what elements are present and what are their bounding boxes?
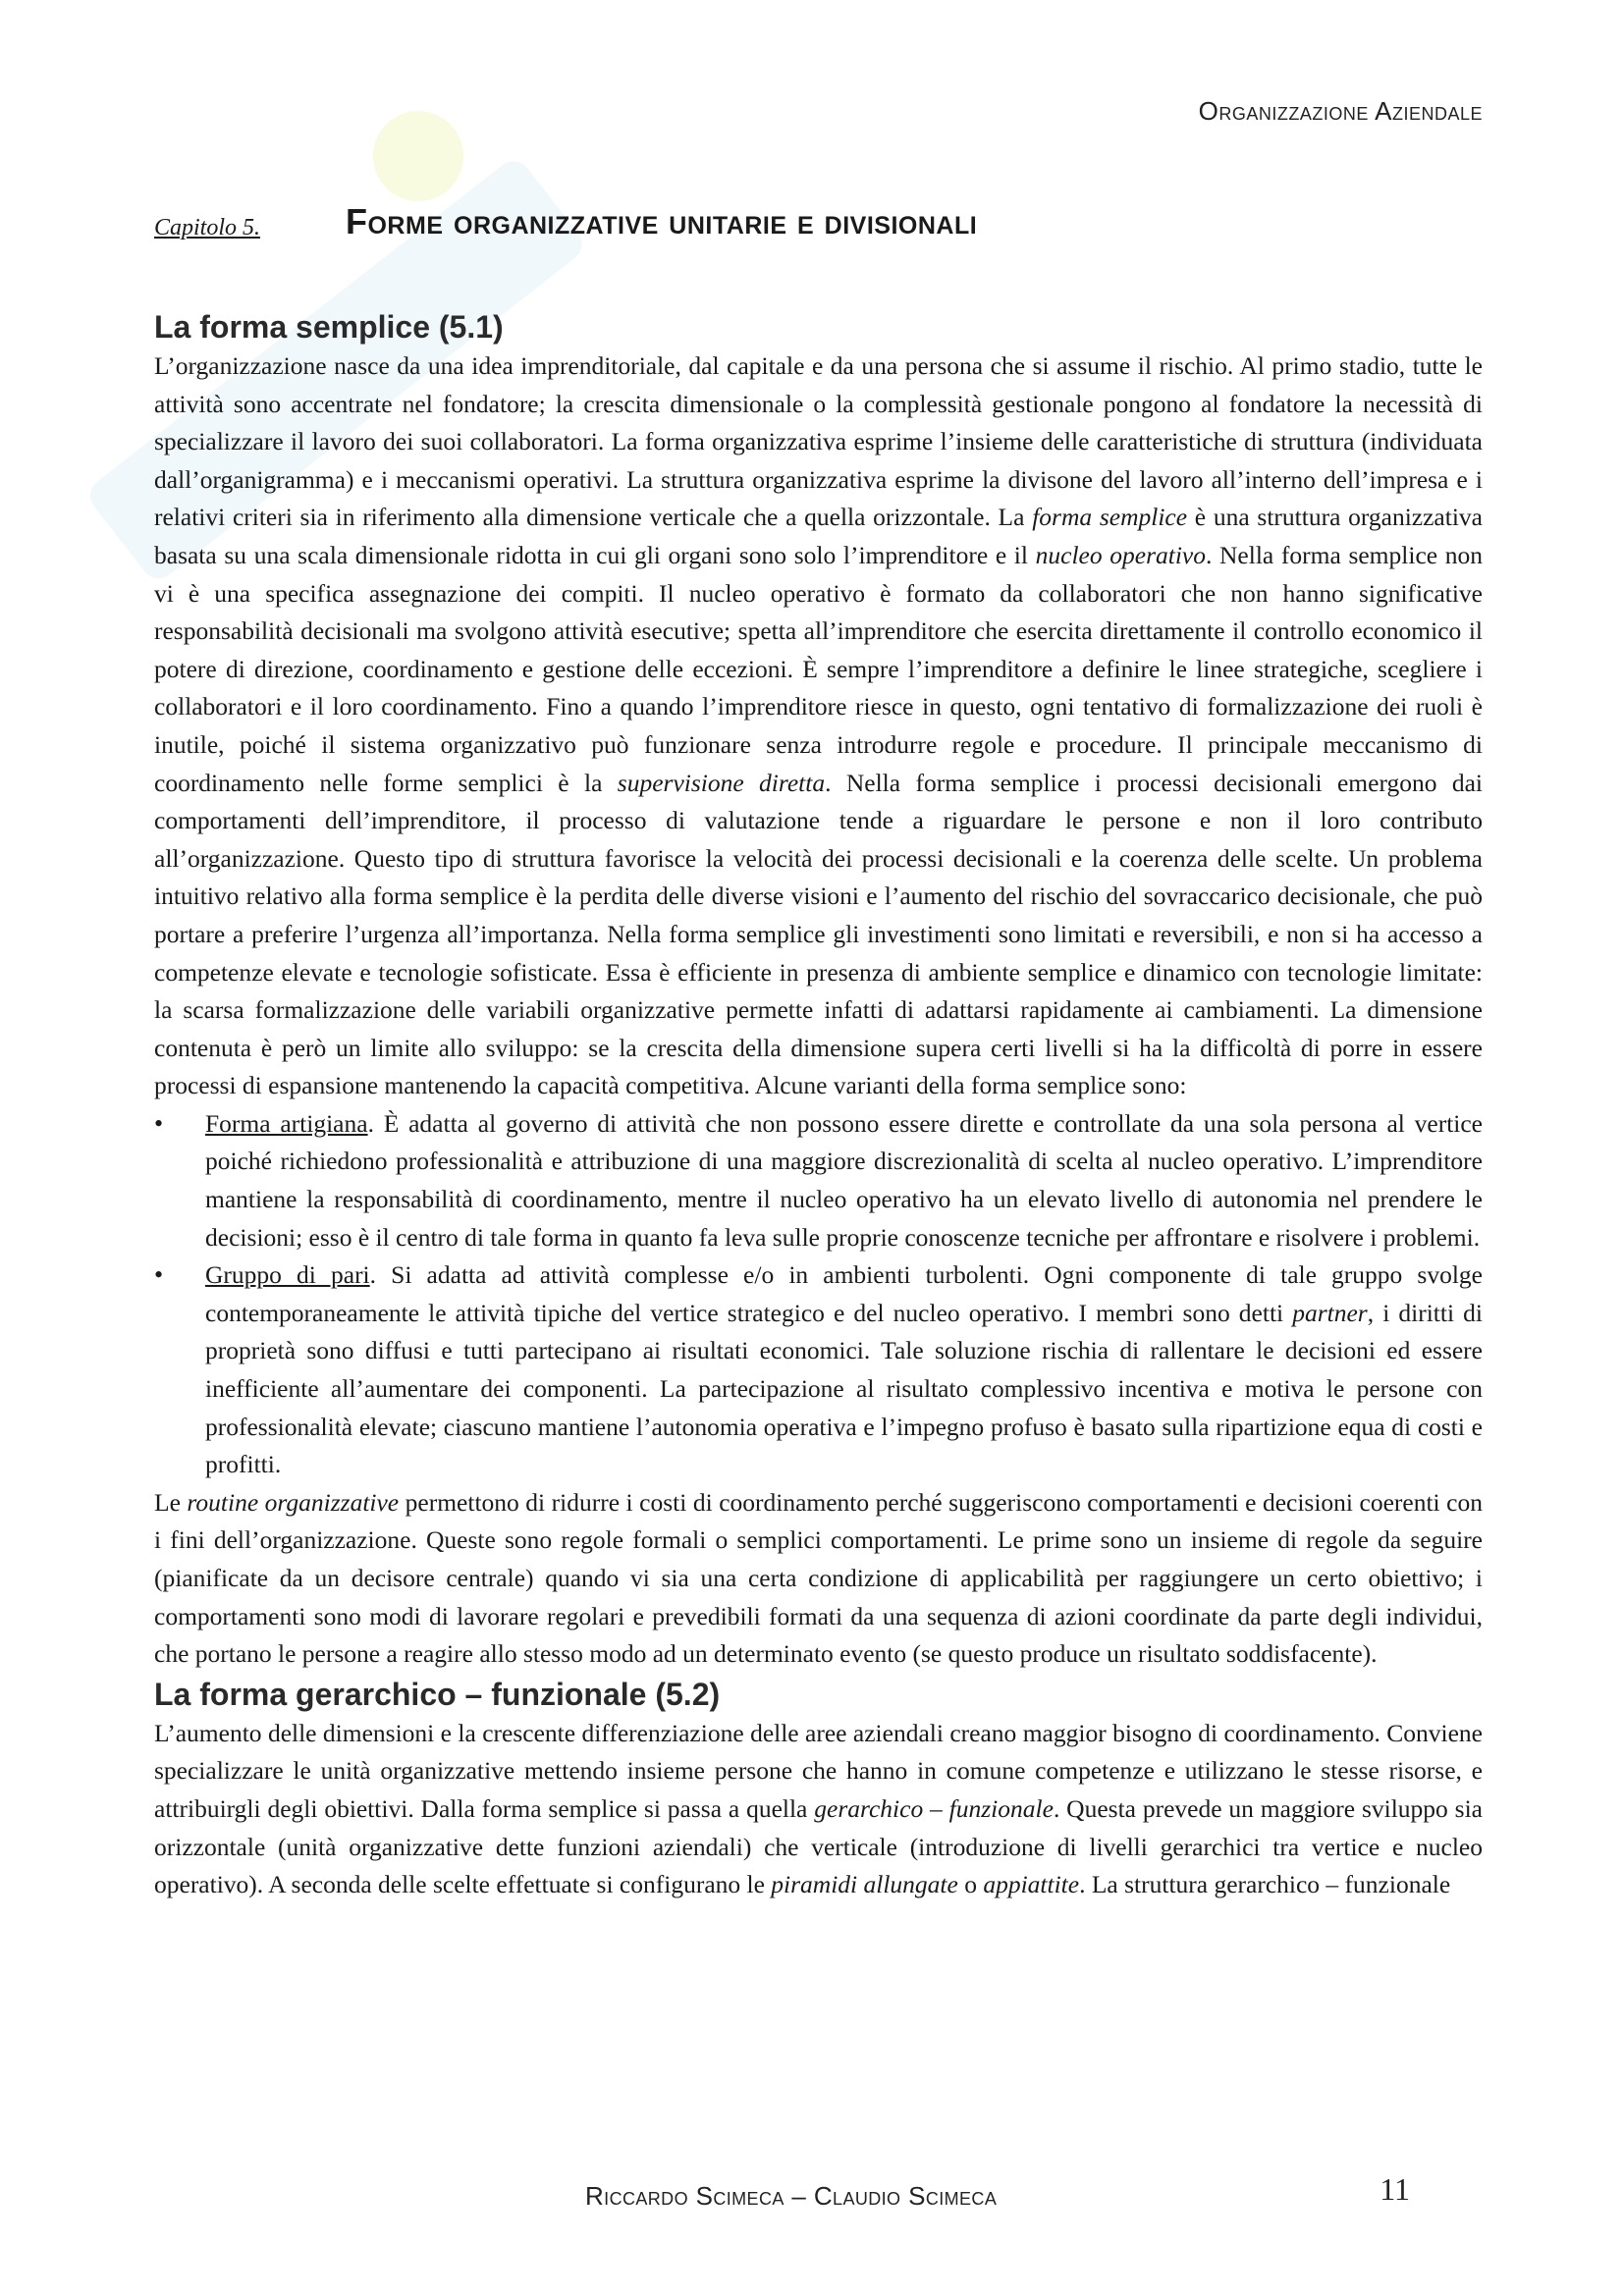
paragraph-forma-semplice: L’organizzazione nasce da una idea imprenditoriale, dal capitale e da una persona che si assume il rischio. Al primo stadio, tutte le attività sono accentrate nel fondatore; la crescita dimensionale o la complessità gestionale pongono al fondatore la necessità di specializzare il lavoro dei suoi collaboratori. La forma organizzativa esprime l’insieme delle caratteristiche di struttura (individuata dall’organigramma) e i meccanismi operativi. La struttura organizzativa esprime la divisone del lavoro all’interno dell’impresa e i relativi criteri sia in riferimento alla dimensione verticale che a quella orizzontale. La forma semplice è una struttura organizzativa basata su una scala dimensionale ridotta in cui gli organi sono solo l’imprenditore e il nucleo operativo. Nella forma semplice non vi è una specifica assegnazione dei compiti. Il nucleo operativo è formato da collaboratori che non hanno significative responsabilità decisionali ma svolgono attività esecutive; spetta all’imprenditore che esercita direttamente il controllo economico il potere di direzione, coordinamento e gestione delle eccezioni. È sempre l’imprenditore a definire le linee strategiche, scegliere i collaboratori e il loro coordinamento. Fino a quando l’imprenditore riesce in questo, ogni tentativo di formalizzazione dei ruoli è inutile, poiché il sistema organizzativo può funzionare senza introdurre regole e procedure. Il principale meccanismo di coordinamento nelle forme semplici è la supervisione diretta. Nella forma semplice i processi decisionali emergono dai comportamenti dell’imprenditore, il processo di valutazione tende a riguardare le persone e non il loro contributo all’organizzazione. Questo tipo di struttura favorisce la velocità dei processi decisionali e la coerenza delle scelte. Un problema intuitivo relativo alla forma semplice è la perdita delle diverse visioni e l’aumento del rischio del sovraccarico decisionale, che può portare a preferire l’urgenza all’importanza. Nella forma semplice gli investimenti sono limitati e reversibili, e non si ha accesso a competenze elevate e tecnologie sofisticate. Essa è efficiente in presenza di ambiente semplice e dinamico con tecnologie limitate: la scarsa formalizzazione delle variabili organizzative permette infatti di adattarsi rapidamente ai cambiamenti. La dimensione contenuta è però un limite allo sviluppo: se la crescita della dimensione supera certi livelli si ha la difficoltà di porre in essere processi di espansione mantenendo la capacità competitiva. Alcune varianti della forma semplice sono: xyxy=(154,351,1483,1100)
page-number: 11 xyxy=(1380,2171,1410,2207)
footer-authors: Riccardo Scimeca – Claudio Scimeca xyxy=(585,2181,998,2211)
running-header: Organizzazione Aziendale xyxy=(1198,96,1483,126)
chapter-title: Forme organizzative unitarie e divisionali xyxy=(346,201,978,241)
page-content xyxy=(154,306,1483,1904)
list-item: • Gruppo di pari. Si adatta ad attività complesse e/o in ambienti turbolenti. Ogni componente di tale gruppo svolge contemporaneamente le attività tipiche del vertice strategico e del nucleo operativo. I membri sono detti partner, i diritti di proprietà sono diffusi e tutti partecipano ai risultati economici. Tale soluzione rischia di rallentare le decisioni ed essere inefficiente all’aumentare dei componenti. La partecipazione al risultato complessivo incentiva e motiva le persone con professionalità elevate; ciascuno mantiene l’autonomia operativa e l’impegno profuso è basato sulla ripartizione equa di costi e profitti. xyxy=(154,1256,1483,1484)
chapter-heading xyxy=(154,201,1483,260)
section-heading-5-2: La forma gerarchico – funzionale (5.2) xyxy=(154,1676,721,1712)
list-item-term: Forma artigiana xyxy=(205,1108,368,1138)
chapter-label: Capitolo 5. xyxy=(154,215,261,240)
variants-list xyxy=(154,1105,1483,1484)
paragraph-gerarchico-funzionale: L’aumento delle dimensioni e la crescente differenziazione delle aree aziendali creano maggior bisogno di coordinamento. Conviene specializzare le unità organizzative mettendo insieme persone che hanno in comune competenze e utilizzano le stesse risorse, e attribuirgli degli obiettivi. Dalla forma semplice si passa a quella gerarchico – funzionale. Questa prevede un maggiore sviluppo sia orizzontale (unità organizzative dette funzioni aziendali) che verticale (introduzione di livelli gerarchici tra vertice e nucleo operativo). A seconda delle scelte effettuate si configurano le piramidi allungate o appiattite. La struttura gerarchico – funzionale xyxy=(154,1718,1483,1899)
list-item-term: Gruppo di pari xyxy=(205,1260,370,1290)
section-heading-5-1: La forma semplice (5.1) xyxy=(154,309,504,345)
paragraph-routine: Le routine organizzative permettono di ridurre i costi di coordinamento perché suggeriscono comportamenti e decisioni coerenti con i fini dell’organizzazione. Queste sono regole formali o semplici comportamenti. Le prime sono un insieme di regole da seguire (pianificate da un decisore centrale) quando vi sia una certa condizione di applicabilità per raggiungere un certo obiettivo; i comportamenti sono modi di lavorare regolari e prevedibili formati da una sequenza di azioni coordinate da parte degli individui, che portano le persone a reagire allo stesso modo ad un determinato evento (se questo produce un risultato soddisfacente). xyxy=(154,1487,1483,1669)
list-item: • Forma artigiana. È adatta al governo di attività che non possono essere dirette e controllate da una sola persona al vertice poiché richiedono professionalità e attribuzione di una maggiore discrezionalità di scelta al nucleo operativo. L’imprenditore mantiene la responsabilità di coordinamento, mentre il nucleo operativo ha un elevato livello di autonomia nel prendere le decisioni; esso è il centro di tale forma in quanto fa leva sulle proprie conoscenze tecniche per affrontare e risolvere i problemi. xyxy=(154,1105,1483,1256)
